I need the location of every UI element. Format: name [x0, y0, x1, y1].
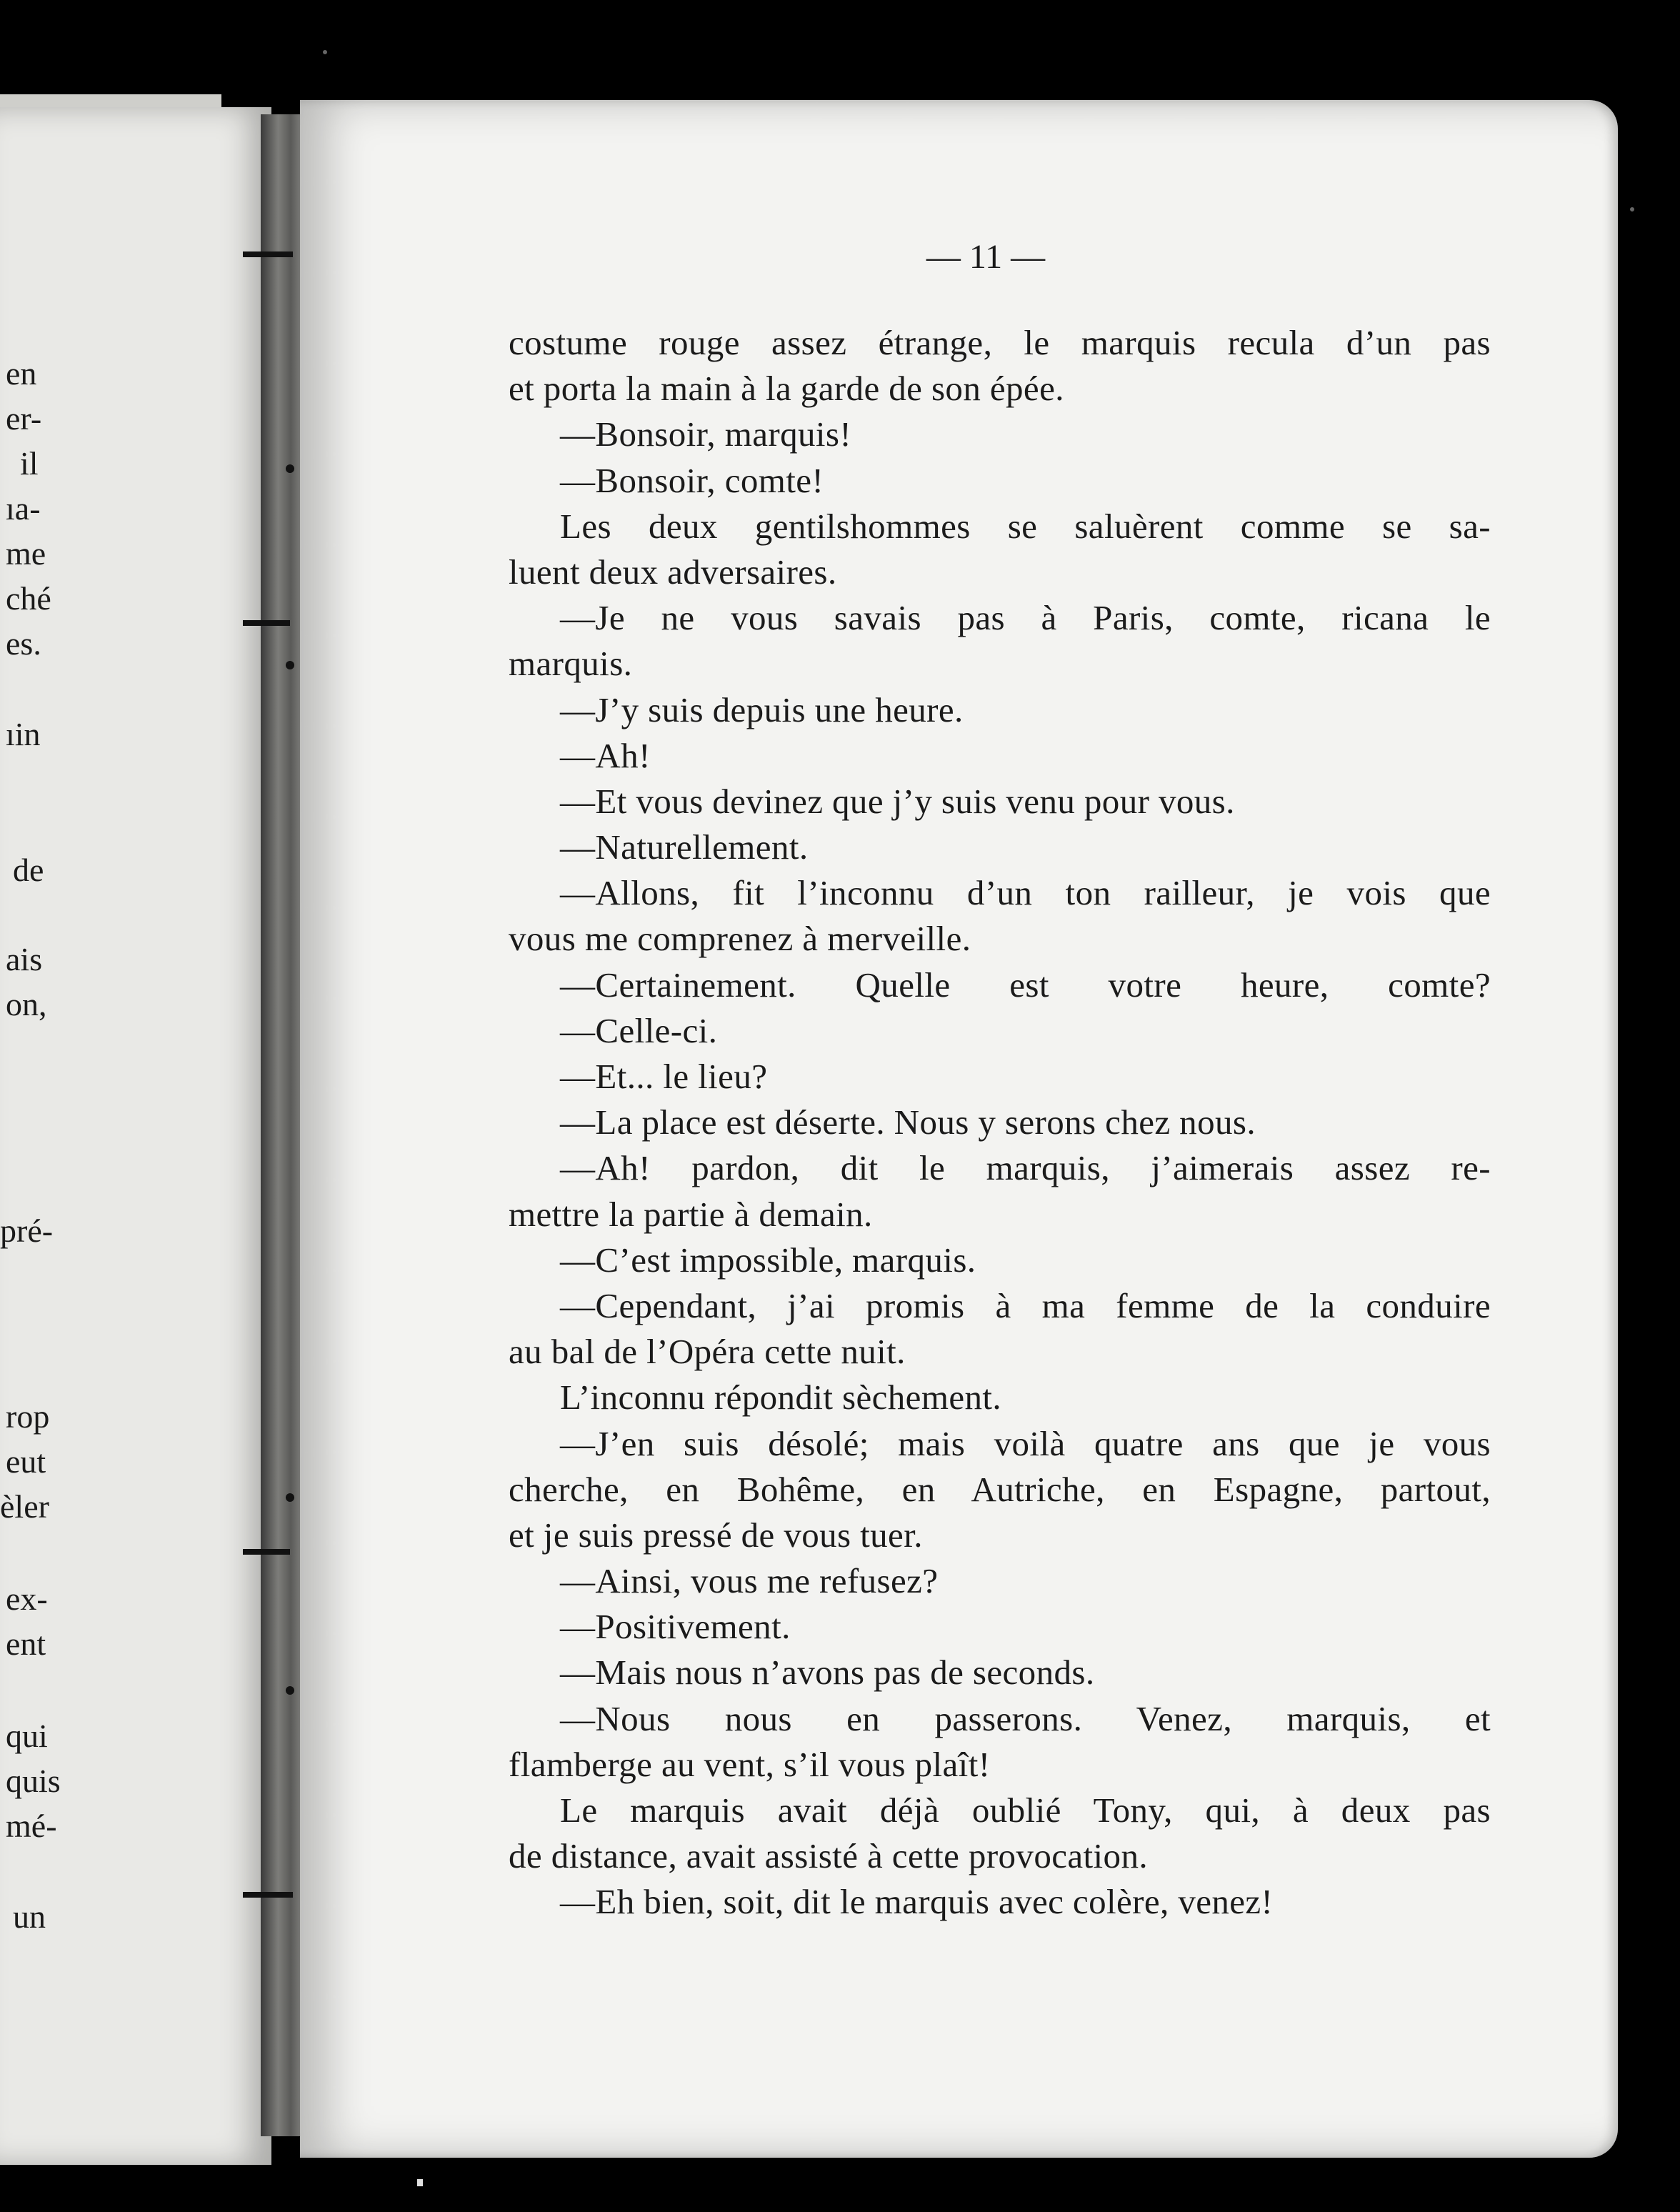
binding-stitch	[243, 1549, 290, 1555]
left-page-fragment: ıa-	[6, 490, 41, 527]
binding-stitch	[286, 1493, 294, 1502]
left-page	[0, 107, 271, 2165]
dust-speck	[1630, 207, 1634, 211]
text-line: luent deux adversaires.	[509, 552, 837, 592]
left-page-fragment: ıin	[6, 716, 41, 752]
left-page-fragment: en	[6, 355, 37, 392]
binding-stitch	[243, 620, 290, 626]
text-line: —La place est déserte. Nous y serons chez nous.	[560, 1102, 1256, 1142]
text-line: —C’est impossible, marquis.	[560, 1240, 976, 1280]
text-line: —Bonsoir, marquis!	[560, 414, 852, 454]
dust-speck	[417, 2179, 423, 2186]
left-page-fragment: èler	[0, 1488, 49, 1525]
text-line: Les deux gentilshommes se saluèrent comme se sa-	[560, 506, 1491, 546]
page-body-text	[509, 320, 1491, 1925]
text-line: mettre la partie à demain.	[509, 1194, 873, 1234]
text-line: costume rouge assez étrange, le marquis recula d’un pas	[509, 323, 1491, 362]
binding-stitch	[286, 661, 294, 669]
left-page-fragment: qui	[6, 1718, 48, 1754]
text-line: —Cependant, j’ai promis à ma femme de la conduire	[560, 1285, 1491, 1325]
text-line: vous me comprenez à merveille.	[509, 919, 971, 959]
left-page-fragment: rop	[6, 1398, 50, 1435]
text-line: —J’y suis depuis une heure.	[560, 689, 964, 729]
text-line: —Naturellement.	[560, 827, 809, 867]
text-line: L’inconnu répondit sèchement.	[560, 1377, 1002, 1418]
text-line: —Bonsoir, comte!	[560, 460, 824, 500]
binding-stitch	[243, 1892, 293, 1898]
left-page-fragment: eut	[6, 1443, 46, 1480]
text-line: —J’en suis désolé; mais voilà quatre ans que je vous	[560, 1423, 1491, 1463]
text-line: —Allons, fit l’inconnu d’un ton railleur, je vois que	[560, 873, 1491, 913]
left-page-fragment: il	[20, 445, 39, 482]
text-line: —Eh bien, soit, dit le marquis avec colère, venez!	[560, 1882, 1274, 1922]
text-line: flamberge au vent, s’il vous plaît!	[509, 1744, 991, 1784]
left-page-fragment: un	[13, 1898, 46, 1935]
left-page-fragment: mé-	[6, 1808, 57, 1844]
left-page-fragment: ex-	[6, 1580, 48, 1617]
text-line: —Celle-ci.	[560, 1010, 718, 1050]
text-line: —Mais nous n’avons pas de seconds.	[560, 1653, 1095, 1693]
text-line: —Positivement.	[560, 1607, 791, 1647]
text-line: —Nous nous en passerons. Venez, marquis, et	[560, 1698, 1491, 1738]
binding-stitch	[243, 251, 293, 257]
text-line: de distance, avait assisté à cette provocation.	[509, 1836, 1149, 1876]
left-page-fragment: pré-	[0, 1212, 54, 1249]
text-line: —Ah!	[560, 735, 651, 775]
page-number: — 11 —	[926, 238, 1046, 276]
text-line: —Ah! pardon, dit le marquis, j’aimerais assez re-	[560, 1148, 1491, 1188]
text-line: Le marquis avait déjà oublié Tony, qui, à deux pas	[560, 1790, 1491, 1830]
binding-stitch	[286, 464, 294, 473]
left-page-fragment: es.	[6, 625, 41, 662]
left-page-fragment: ais	[6, 941, 43, 977]
text-line: marquis.	[509, 644, 633, 684]
text-line: et porta la main à la garde de son épée.	[509, 369, 1064, 409]
text-line: —Je ne vous savais pas à Paris, comte, ricana le	[560, 598, 1491, 638]
left-page-fragment: er-	[6, 400, 42, 437]
text-line: —Certainement. Quelle est votre heure, comte?	[560, 965, 1491, 1005]
binding-stitch	[286, 1686, 294, 1695]
text-line: au bal de l’Opéra cette nuit.	[509, 1332, 906, 1372]
text-line: —Et vous devinez que j’y suis venu pour vous.	[560, 781, 1235, 821]
left-page-fragment: me	[6, 535, 46, 572]
left-page-fragment: ent	[6, 1625, 46, 1662]
left-page-fragment: quis	[6, 1763, 61, 1799]
text-line: —Ainsi, vous me refusez?	[560, 1561, 939, 1601]
dust-speck	[323, 50, 327, 54]
left-page-fragment: on,	[6, 986, 47, 1022]
left-page-fragment: ché	[6, 580, 51, 617]
text-line: et je suis pressé de vous tuer.	[509, 1515, 923, 1555]
left-page-fragment: de	[13, 852, 44, 888]
text-line: cherche, en Bohême, en Autriche, en Espagne, partout,	[509, 1469, 1491, 1509]
text-line: —Et... le lieu?	[560, 1057, 768, 1096]
